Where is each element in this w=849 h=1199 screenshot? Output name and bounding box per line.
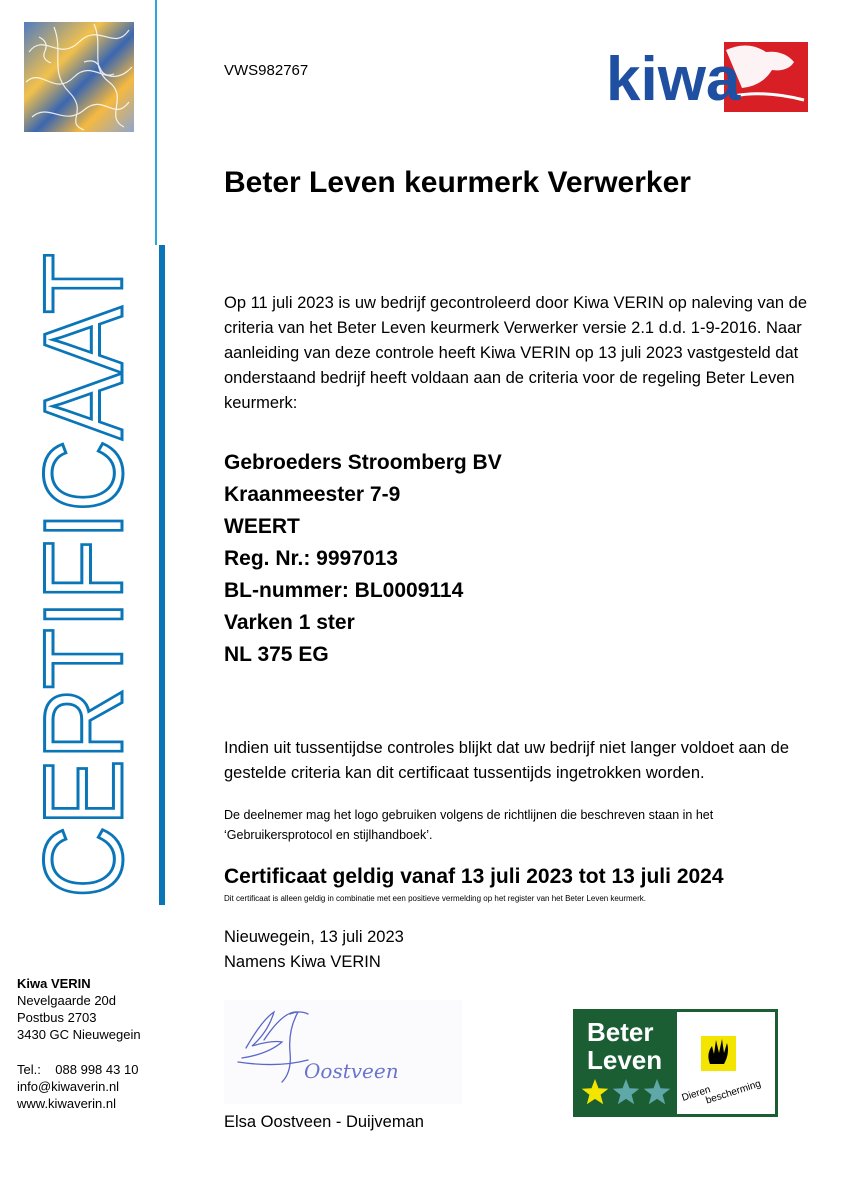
company-bl-nummer: BL-nummer: BL0009114: [224, 579, 464, 602]
address-web: www.kiwaverin.nl: [17, 1096, 116, 1111]
company-category: Varken 1 ster: [224, 611, 355, 634]
address-block: [17, 975, 141, 1112]
address-email: info@kiwaverin.nl: [17, 1079, 120, 1094]
intro-paragraph: Op 11 juli 2023 is uw bedrijf gecontroleerd door Kiwa VERIN op naleving van de criteria van het Beter Leven keurmerk Verwerker versie 2.1 d.d. 1-9-2016. Naar aanleiding van deze controle heeft Kiwa VERIN op 13 juli 2023 vastgesteld dat onderstaand bedrijf heeft voldaan aan de criteria voor de regeling Beter Leven keurmerk:: [224, 294, 808, 412]
decorative-artwork: [24, 22, 134, 132]
company-street: Kraanmeester 7-9: [224, 483, 401, 506]
signer-name: Elsa Oostveen - Duijveman: [224, 1113, 424, 1131]
address-street: Nevelgaarde 20d: [17, 993, 117, 1008]
company-eg-code: NL 375 EG: [224, 643, 329, 666]
place-date: Nieuwegein, 13 juli 2023: [224, 928, 404, 946]
place-and-date: [224, 925, 404, 975]
validity-statement: Certificaat geldig vanaf 13 juli 2023 tot 13 juli 2024: [224, 865, 724, 888]
accent-line-thick: [159, 245, 165, 905]
certificate-vertical-text: CERTIFICAAT: [21, 250, 140, 898]
company-details: [224, 447, 502, 671]
kiwa-logo: [604, 40, 810, 114]
address-org: Kiwa VERIN: [17, 976, 91, 991]
company-name: Gebroeders Stroomberg BV: [224, 451, 502, 474]
validity-note: Dit certificaat is alleen geldig in combinatie met een positieve vermelding op het register van het Beter Leven keurmerk.: [224, 894, 646, 903]
address-postbus: Postbus 2703: [17, 1010, 97, 1025]
accent-line-thin: [155, 0, 157, 245]
document-id: VWS982767: [224, 62, 309, 79]
signature-handwriting: Oostveen: [304, 1059, 399, 1083]
company-reg-nr: Reg. Nr.: 9997013: [224, 547, 398, 570]
on-behalf: Namens Kiwa VERIN: [224, 953, 381, 971]
signature-image: [224, 1000, 462, 1104]
company-city: WEERT: [224, 515, 300, 538]
kiwa-wordmark: kiwa: [606, 45, 741, 114]
address-tel: Tel.: 088 998 43 10: [17, 1062, 139, 1077]
certificate-vertical-label: [20, 250, 140, 900]
bl-badge-line1: Dieren: [680, 1084, 712, 1104]
logo-usage-note: De deelnemer mag het logo gebruiken volgens de richtlijnen die beschreven staan in het ‘Gebruikersprotocol en stijlhandboek’.: [224, 808, 714, 842]
bl-badge-line2: bescherming: [704, 1078, 763, 1107]
withdrawal-notice: Indien uit tussentijdse controles blijkt dat uw bedrijf niet langer voldoet aan de gestelde criteria kan dit certificaat tussentijds ingetrokken worden.: [224, 739, 790, 782]
beter-leven-logo: [573, 1009, 778, 1117]
bl-line1: Beter: [587, 1017, 654, 1047]
bl-line2: Leven: [587, 1045, 663, 1075]
page-title: Beter Leven keurmerk Verwerker: [224, 166, 691, 199]
address-postcode: 3430 GC Nieuwegein: [17, 1027, 141, 1042]
